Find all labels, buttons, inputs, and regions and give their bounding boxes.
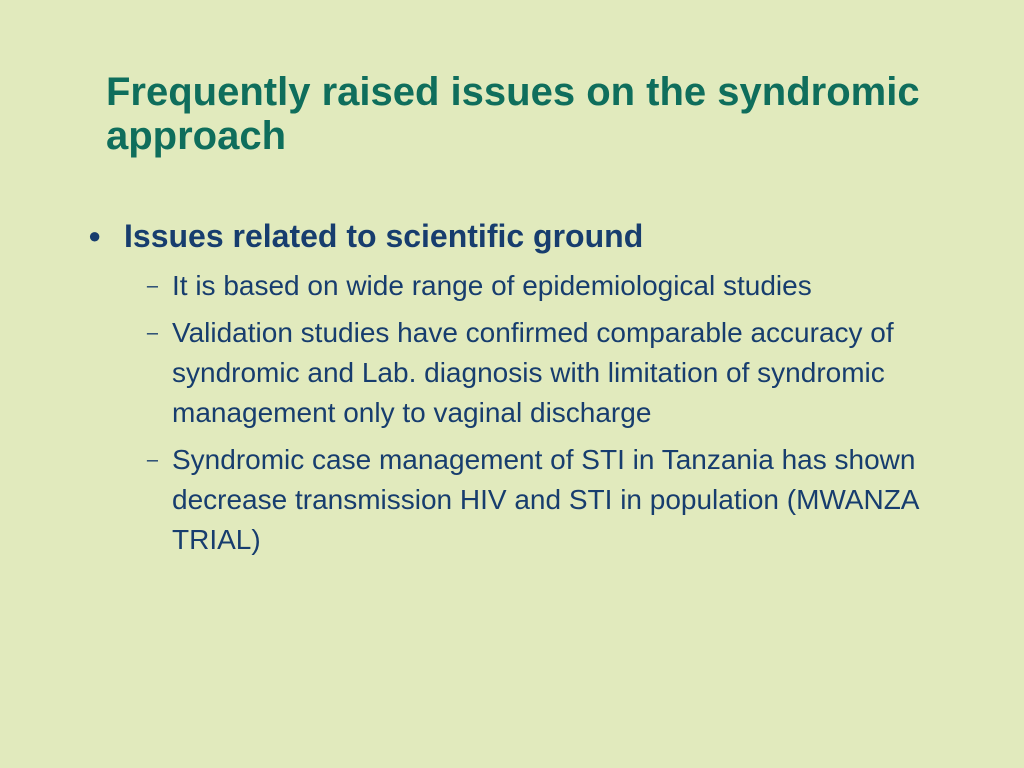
- dash-icon: –: [146, 449, 158, 471]
- sub-bullet-epidemiological-studies: [84, 266, 964, 306]
- sub-bullet-text: Syndromic case management of STI in Tanzania has shown decrease transmission HIV and STI in population (MWANZA TRIAL): [172, 444, 918, 555]
- sub-bullet-mwanza-trial: [84, 440, 964, 560]
- sub-bullet-validation-studies: [84, 313, 964, 433]
- bullet-text: Issues related to scientific ground: [124, 218, 644, 254]
- bullet-dot-icon: ●: [88, 223, 102, 248]
- slide-title: Frequently raised issues on the syndromic approach: [106, 70, 920, 158]
- sub-bullet-list: [84, 266, 964, 560]
- bullet-issues-scientific-ground: [84, 212, 964, 260]
- sub-bullet-text: Validation studies have confirmed comparable accuracy of syndromic and Lab. diagnosis with limitation of syndromic management only to vaginal discharge: [172, 317, 894, 428]
- dash-icon: –: [146, 275, 158, 297]
- slide-content: [84, 212, 964, 567]
- dash-icon: –: [146, 322, 158, 344]
- sub-bullet-text: It is based on wide range of epidemiological studies: [172, 270, 812, 301]
